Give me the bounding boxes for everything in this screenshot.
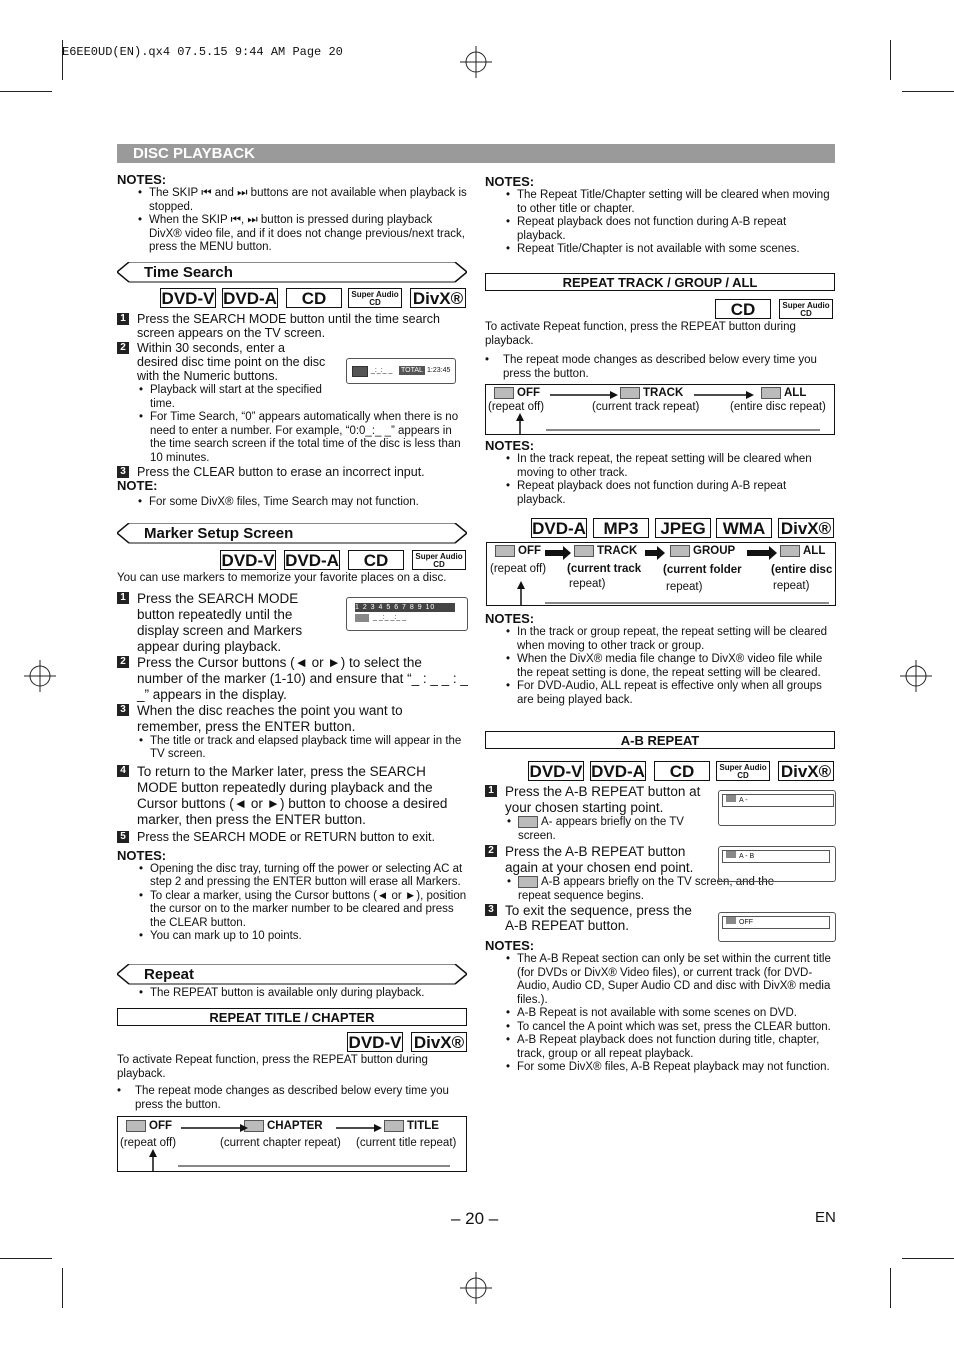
marker-heading — [117, 523, 467, 543]
total-label: TOTAL — [401, 367, 423, 374]
time-search-heading — [117, 262, 467, 282]
tag-dvd-a: DVD-A — [532, 519, 586, 538]
crop-mark — [0, 1258, 52, 1259]
print-header: E6EE0UD(EN).qx4 07.5.15 9:44 AM Page 20 — [62, 45, 343, 59]
tag-divx: DivX® — [411, 1032, 467, 1052]
note-item: • In the track repeat, the repeat setting will be cleared when moving to other track. — [506, 453, 835, 480]
note-label: NOTE: — [117, 478, 158, 493]
marker-title: Marker Setup Screen — [144, 525, 294, 542]
note-item: • Repeat playback does not function during A-B repeat playback. — [506, 480, 835, 507]
repeat-chapter-diagram — [117, 1116, 467, 1172]
repeat-icon — [126, 1120, 146, 1132]
step-2: 2 Press the A-B REPEAT button again at your chosen end point. — [485, 844, 705, 876]
ab-screen-off — [718, 912, 836, 942]
section-title: DISC PLAYBACK — [133, 145, 255, 162]
bullet: • The repeat mode changes as described below every time you press the button. — [485, 354, 837, 381]
tag-cd: CD — [286, 288, 342, 308]
mode-title: TITLE — [384, 1120, 439, 1132]
page-number: – 20 – — [451, 1209, 499, 1228]
tag-wma: WMA — [716, 518, 772, 538]
repeat-group-diagram — [486, 542, 836, 606]
tag-divx: DivX® — [410, 288, 466, 308]
registration-mark — [24, 660, 56, 692]
all-caption: (entire disc repeat) — [730, 401, 826, 413]
step-1: 1 Press the SEARCH MODE button repeatedly until the display screen and Markers appear during playback. — [117, 591, 333, 655]
osd-box: OFF — [722, 916, 830, 929]
step-text: To return to the Marker later, press the SEARCH MODE button repeatedly during playback and the Cursor buttons (◄ or ►) button to choose a desired marker, then press the ENTER button. — [137, 763, 448, 827]
note-item: • When the DivX® media file change to DivX® video file while the repeat setting is done, the repeat setting will be cleared. — [506, 653, 835, 680]
off-caption: (repeat off) — [120, 1137, 177, 1149]
note-item: • Repeat playback does not function during A-B repeat playback. — [506, 216, 835, 243]
tag-divx: DivX® — [778, 761, 834, 781]
bullet: • A-B appears briefly on the TV screen, and the repeat sequence begins. — [507, 876, 788, 903]
note-item: • You can mark up to 10 points. — [139, 930, 469, 944]
notes-label: NOTES: — [117, 172, 167, 187]
tag-dvd-v: DVD-V — [529, 762, 583, 781]
ab-screen-ab — [718, 846, 836, 882]
time-search-screen — [346, 358, 456, 384]
step-4: 4 To return to the Marker later, press the SEARCH MODE button repeatedly during playback and the Cursor buttons (◄ or ►) button to choose a desired marker, then press the ENTER button. — [117, 764, 469, 828]
tag-dvd-v: DVD-V — [348, 1033, 402, 1052]
crop-mark — [902, 91, 954, 92]
section-header — [117, 144, 835, 163]
title-caption: (current title repeat) — [356, 1137, 457, 1149]
mode-chapter: CHAPTER — [244, 1120, 323, 1132]
repeat-heading — [117, 964, 467, 984]
note-item: • The Repeat Title/Chapter setting will be cleared when moving to other title or chapter. — [506, 189, 835, 216]
bullet: • A- appears briefly on the TV screen. — [507, 816, 714, 843]
tag-cd: CD — [654, 761, 710, 781]
bullet: • For Time Search, “0” appears automatically when there is no need to enter a number. For example, “0:0_:_ _” appears in the time search screen if the total time of the disc is less than 10 minutes. — [139, 411, 467, 465]
repeat-title-chapter-box: REPEAT TITLE / CHAPTER — [117, 1008, 467, 1026]
crop-mark — [890, 40, 891, 80]
mode-track: TRACK — [620, 387, 683, 399]
off-caption: (repeat off) — [490, 563, 547, 575]
tag-dvd-a: DVD-A — [223, 289, 277, 308]
step-5: 5 Press the SEARCH MODE or RETURN button to exit. — [117, 830, 469, 844]
bullet: • Playback will start at the specified time. — [139, 384, 340, 411]
tag-mp3: MP3 — [593, 518, 649, 538]
step-3: 3 To exit the sequence, press the A-B REPEAT button. — [485, 903, 705, 933]
intro-text: To activate Repeat function, press the REPEAT button during playback. — [117, 1054, 428, 1080]
loop-arrow — [515, 413, 525, 435]
note-item: • Repeat Title/Chapter is not available with some scenes. — [506, 243, 835, 257]
osd-box: A - — [722, 794, 834, 807]
note-item: • The REPEAT button is available only during playback. — [139, 987, 469, 1001]
ab-screen-a — [718, 790, 836, 826]
time-input: _:_:_ _ — [371, 367, 393, 374]
right-notes2 — [485, 439, 835, 507]
tag-sacd: Super Audio CD — [412, 550, 466, 570]
off-caption: (repeat off) — [488, 401, 545, 413]
repeat-icon — [494, 387, 514, 399]
note-item: • To cancel the A point which was set, press the CLEAR button. — [506, 1021, 835, 1035]
crop-mark — [890, 1268, 891, 1308]
all-caption-2: repeat) — [773, 580, 810, 592]
mode-track: TRACK — [574, 545, 637, 557]
note-item: • The SKIP ⏮ and ⏭ buttons are not available when playback is stopped. — [138, 187, 467, 214]
repeat-icon — [518, 876, 538, 888]
bullet: • The repeat mode changes as described below every time you press the button. — [117, 1085, 469, 1112]
mode-all: ALL — [780, 545, 825, 557]
time-search-title: Time Search — [144, 264, 233, 281]
step-text: Press the Cursor buttons (◄ or ►) to select the number of the marker (1-10) and ensure that “_ : _ _ : _ _” appears in the display. — [137, 654, 468, 702]
note-item: • For some DivX® files, Time Search may not function. — [138, 496, 467, 510]
tag-cd: CD — [348, 550, 404, 570]
step-2: 2 Press the Cursor buttons (◄ or ►) to select the number of the marker (1-10) and ensure that “_ : _ _ : _ _” appears in the display. — [117, 655, 469, 703]
step-1: 1 Press the A-B REPEAT button at your chosen starting point. — [485, 784, 705, 816]
step-text: Press the SEARCH MODE button repeatedly until the display screen and Markers appear during playback. — [137, 590, 303, 654]
note-item: • When the SKIP ⏮, ⏭ button is pressed during playback DivX® video file, and if it does not change previous/next track, press the MENU button. — [138, 214, 467, 255]
right-notes3 — [485, 612, 835, 707]
mode-off: OFF — [126, 1120, 172, 1132]
note-item: • Opening the disc tray, turning off the power or selecting AC at step 2 and pressing the ENTER button will erase all Markers. — [139, 863, 469, 890]
intro-text: To activate Repeat function, press the REPEAT button during playback. — [485, 321, 796, 347]
notes-label: NOTES: — [485, 611, 535, 626]
group-caption: (current folder — [663, 564, 742, 576]
notes-label: NOTES: — [117, 847, 167, 863]
note-item: • For DVD-Audio, ALL repeat is effective only when all groups are being played back. — [506, 680, 835, 707]
step-text: Press the SEARCH MODE or RETURN button to exit. — [137, 829, 436, 844]
tag-cd: CD — [715, 299, 771, 319]
step-text: Within 30 seconds, enter a desired disc time point on the disc with the Numeric buttons. — [137, 341, 326, 383]
step-3: 3 Press the CLEAR button to erase an incorrect input. — [117, 465, 467, 479]
marker-digits: 1 2 3 4 5 6 7 8 9 10 — [355, 603, 455, 612]
crop-mark — [902, 1258, 954, 1259]
note-item: • For some DivX® files, A-B Repeat playback may not function. — [506, 1061, 835, 1075]
time-search-steps — [117, 312, 467, 510]
osd-box: A - B — [722, 850, 830, 863]
crop-mark — [62, 1268, 63, 1308]
rtga-intro — [485, 321, 837, 381]
step-text: Press the A-B REPEAT button again at your chosen end point. — [505, 844, 694, 876]
bullet: • The title or track and elapsed playback time will appear in the TV screen. — [139, 735, 469, 762]
right-notes1 — [485, 175, 835, 257]
notes-label: NOTES: — [485, 174, 535, 189]
registration-mark — [900, 660, 932, 692]
step-2: 2 Within 30 seconds, enter a desired disc time point on the disc with the Numeric buttons. — [117, 341, 329, 383]
mode-off: OFF — [494, 387, 540, 399]
note-item: • In the track or group repeat, the repeat setting will be cleared when moving to other track or group. — [506, 626, 835, 653]
note-item: • A-B Repeat playback does not function during title, chapter, track, group or all repeat playback. — [506, 1034, 835, 1061]
ab-repeat-box: A-B REPEAT — [485, 731, 835, 749]
marker-screen — [346, 597, 468, 631]
group-caption-2: repeat) — [666, 581, 703, 593]
tag-jpeg: JPEG — [655, 518, 711, 538]
total-time: 1:23:45 — [427, 367, 451, 374]
track-caption-2: repeat) — [569, 578, 606, 590]
track-caption: (current track — [567, 563, 642, 575]
disc-icon — [352, 366, 368, 377]
crop-mark — [0, 91, 52, 92]
mode-group: GROUP — [670, 545, 735, 557]
marker-intro: You can use markers to memorize your favorite places on a disc. — [117, 572, 447, 584]
step-text: Press the SEARCH MODE button until the time search screen appears on the TV screen. — [137, 312, 440, 340]
step-text: Press the CLEAR button to erase an incorrect input. — [137, 465, 425, 479]
all-caption: (entire disc — [771, 564, 833, 576]
registration-mark — [460, 1272, 492, 1304]
repeat-icon — [495, 545, 515, 557]
tag-sacd: Super Audio CD — [716, 761, 770, 781]
mode-all: ALL — [761, 387, 806, 399]
loop-arrow — [516, 581, 526, 605]
step-text: Press the A-B REPEAT button at your chosen starting point. — [505, 784, 701, 815]
tag-sacd: Super Audio CD — [779, 299, 833, 319]
repeat-intro — [117, 1054, 469, 1112]
chapter-caption: (current chapter repeat) — [220, 1137, 341, 1149]
language-tag: EN — [815, 1209, 836, 1226]
notes-label: NOTES: — [485, 438, 535, 453]
tag-sacd: Super Audio CD — [348, 288, 402, 308]
loop-arrow — [148, 1149, 158, 1171]
marker-time: _ _:_ _:_ _ — [373, 614, 407, 621]
repeat-title: Repeat — [144, 966, 195, 983]
note-item: • A-B Repeat is not available with some scenes on DVD. — [506, 1007, 835, 1021]
repeat-note — [139, 987, 469, 1001]
mode-off: OFF — [495, 545, 541, 557]
tag-divx: DivX® — [778, 518, 834, 538]
marker-icon — [355, 614, 369, 622]
step-text: To exit the sequence, press the A-B REPEAT button. — [505, 903, 692, 934]
repeat-track-diagram — [485, 384, 835, 435]
step-1: 1 Press the SEARCH MODE button until the time search screen appears on the TV screen. — [117, 312, 467, 340]
note-item: • To clear a marker, using the Cursor buttons (◄ or ►), position the cursor on to the marker number to be cleared and press the CLEAR button. — [139, 890, 469, 931]
tag-dvd-v: DVD-V — [221, 551, 275, 570]
step-3: 3 When the disc reaches the point you want to remember, press the ENTER button. — [117, 703, 469, 735]
tag-dvd-v: DVD-V — [161, 289, 215, 308]
tag-dvd-a: DVD-A — [591, 762, 645, 781]
left-column — [117, 173, 467, 255]
note-item: • The A-B Repeat section can only be set within the current title (for DVDs or DivX® Video files), or current track (for DVD-Audio, Audio CD, Super Audio CD and disc with DivX® media files.). — [506, 953, 835, 1007]
track-caption: (current track repeat) — [592, 401, 700, 413]
repeat-track-box: REPEAT TRACK / GROUP / ALL — [485, 273, 835, 291]
repeat-icon — [518, 816, 538, 828]
notes-label: NOTES: — [485, 938, 535, 954]
step-text: When the disc reaches the point you want to remember, press the ENTER button. — [137, 702, 403, 734]
registration-mark — [460, 46, 492, 78]
tag-dvd-a: DVD-A — [285, 551, 339, 570]
